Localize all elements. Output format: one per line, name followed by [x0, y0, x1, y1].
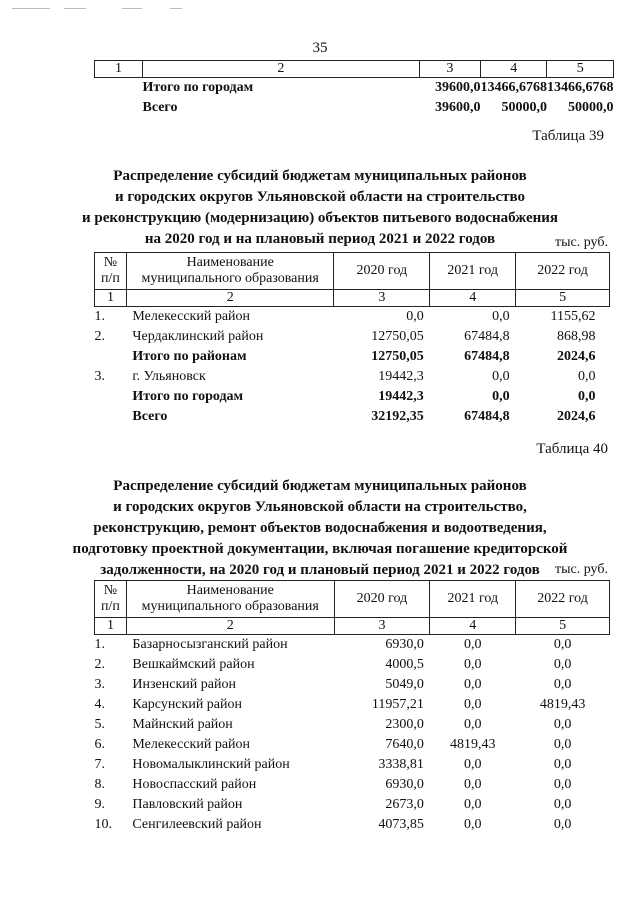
- table-row: [95, 775, 610, 795]
- table-row: [95, 327, 610, 347]
- cell-2022: 50000,0: [568, 100, 614, 115]
- table-row: [95, 98, 614, 118]
- cell-2020: 12750,05: [371, 349, 424, 364]
- row-num: 2.: [94, 329, 105, 344]
- header-2020: 2020 год: [334, 581, 430, 618]
- col-number: 5: [547, 61, 614, 78]
- cell-2021: 13466,6768: [480, 80, 547, 95]
- col-number: 3: [334, 618, 430, 635]
- cell-2021: 50000,0: [501, 100, 547, 115]
- header-num: № п/п: [95, 581, 127, 618]
- table-row: [95, 735, 610, 755]
- table-39-col-numbers: [95, 290, 610, 307]
- table-40-header: [95, 581, 610, 618]
- row-name: Новомалыклинский район: [132, 757, 290, 772]
- cell-2022: 0,0: [553, 637, 572, 652]
- row-num: 4.: [94, 697, 105, 712]
- col-number: 5: [516, 618, 610, 635]
- col-number: 4: [480, 61, 547, 78]
- row-name: Всего: [132, 409, 168, 424]
- col-number: 4: [430, 618, 516, 635]
- title-line: Распределение субсидий бюджетам муниципальных районов: [113, 168, 527, 184]
- cell-2022: 0,0: [553, 817, 572, 832]
- table-row: [95, 695, 610, 715]
- cell-2022: 0,0: [553, 677, 572, 692]
- cell-2021: 0,0: [464, 757, 482, 772]
- header-name: Наименование муниципального образования: [126, 581, 334, 618]
- table-row: [95, 307, 610, 328]
- table-row: [95, 755, 610, 775]
- top-table: [94, 60, 614, 118]
- table-40-label: Таблица 40: [536, 441, 608, 457]
- col-number: 2: [126, 618, 334, 635]
- cell-2021: 0,0: [464, 817, 482, 832]
- cell-2020: 11957,21: [371, 697, 424, 712]
- header-2022: 2022 год: [516, 581, 610, 618]
- row-num: 9.: [94, 797, 105, 812]
- col-number: 2: [143, 61, 420, 78]
- row-num: 6.: [94, 737, 105, 752]
- cell-2022: 13466,6768: [547, 80, 614, 95]
- row-name: Всего: [142, 100, 178, 115]
- table-39: [94, 252, 610, 427]
- table-row: [95, 635, 610, 656]
- col-number: 3: [419, 61, 480, 78]
- page-number: 35: [312, 40, 328, 56]
- cell-2022: 0,0: [553, 777, 572, 792]
- title-line: задолженности, на 2020 год и плановый период 2021 и 2022 годов: [100, 562, 540, 578]
- table-39-header: [95, 253, 610, 290]
- table-row: [95, 407, 610, 427]
- table-39-title: [0, 166, 640, 250]
- table-row: [95, 655, 610, 675]
- cell-2020: 12750,05: [371, 329, 424, 344]
- col-number: 1: [95, 61, 143, 78]
- cell-2020: 0,0: [406, 309, 424, 324]
- row-num: [95, 407, 127, 427]
- table-row: [95, 815, 610, 835]
- cell-2021: 0,0: [464, 677, 482, 692]
- row-num: 1.: [94, 309, 105, 324]
- scan-artifact: [170, 8, 182, 9]
- row-name: Карсунский район: [132, 697, 243, 712]
- cell-2021: 0,0: [492, 369, 510, 384]
- row-name: Итого по городам: [132, 389, 244, 404]
- cell-2021: 0,0: [492, 389, 510, 404]
- row-name: Майнский район: [132, 717, 233, 732]
- cell-2020: 2300,0: [385, 717, 424, 732]
- title-line: и городских округов Ульяновской области на строительство: [115, 189, 525, 205]
- table-40-col-numbers: [95, 618, 610, 635]
- title-line: Распределение субсидий бюджетам муниципальных районов: [113, 478, 527, 494]
- row-name: Инзенский район: [132, 677, 236, 692]
- table-row: [95, 367, 610, 387]
- header-2021: 2021 год: [430, 581, 516, 618]
- col-number: 1: [95, 618, 127, 635]
- header-name: Наименование муниципального образования: [126, 253, 334, 290]
- row-name: Мелекесский район: [132, 737, 251, 752]
- cell-2021: 67484,8: [464, 349, 510, 364]
- col-number: 1: [95, 290, 127, 307]
- cell-2020: 39600,0: [434, 80, 481, 95]
- row-name: Сенгилеевский район: [132, 817, 262, 832]
- cell-2020: 2673,0: [385, 797, 424, 812]
- cell-2020: 19442,3: [378, 389, 424, 404]
- table-39-label: Таблица 39: [532, 128, 604, 144]
- table-row: [95, 347, 610, 367]
- title-line: и городских округов Ульяновской области на строительство,: [113, 499, 527, 515]
- cell-2022: 0,0: [553, 737, 572, 752]
- title-line: на 2020 год и на плановый период 2021 и 2022 годов: [144, 231, 496, 247]
- table-row: [95, 387, 610, 407]
- row-num: 5.: [94, 717, 105, 732]
- cell-2022: 0,0: [553, 717, 572, 732]
- table-row: [95, 675, 610, 695]
- col-number: 4: [430, 290, 516, 307]
- cell-2022: 0,0: [578, 369, 596, 384]
- row-name: г. Ульяновск: [132, 369, 206, 384]
- scan-artifact: [64, 8, 86, 9]
- scan-artifact: [12, 8, 50, 9]
- table-row: [95, 715, 610, 735]
- cell-2021: 67484,8: [464, 409, 510, 424]
- cell-2020: 32192,35: [371, 409, 424, 424]
- cell-2020: 3338,81: [378, 757, 424, 772]
- cell-2020: 6930,0: [385, 637, 424, 652]
- cell-2022: 868,98: [557, 329, 596, 344]
- cell-2020: 5049,0: [385, 677, 424, 692]
- row-num: [95, 387, 127, 407]
- cell-2021: 0,0: [464, 697, 482, 712]
- cell-2020: 4000,5: [385, 657, 424, 672]
- row-num: 3.: [94, 369, 105, 384]
- header-2021: 2021 год: [430, 253, 516, 290]
- title-line: и реконструкцию (модернизацию) объектов питьевого водоснабжения: [81, 210, 558, 226]
- cell-2020: 6930,0: [385, 777, 424, 792]
- row-name: Чердаклинский район: [132, 329, 264, 344]
- row-name: Новоспасский район: [132, 777, 257, 792]
- row-name: Мелекесский район: [132, 309, 251, 324]
- cell-2022: 0,0: [578, 389, 596, 404]
- cell-2021: 67484,8: [464, 329, 510, 344]
- row-num: 2.: [94, 657, 105, 672]
- table-40-title: [0, 476, 640, 581]
- top-table-col-numbers: [95, 61, 614, 78]
- table-40-unit: тыс. руб.: [555, 562, 608, 577]
- cell-2022: 0,0: [553, 757, 572, 772]
- col-number: 2: [126, 290, 334, 307]
- row-name: Итого по городам: [142, 80, 254, 95]
- cell-2021: 0,0: [464, 777, 482, 792]
- cell-2021: 0,0: [464, 637, 482, 652]
- cell-2022: 0,0: [553, 797, 572, 812]
- row-num: 10.: [94, 817, 112, 832]
- row-name: Павловский район: [132, 797, 243, 812]
- col-number: 5: [516, 290, 610, 307]
- header-2020: 2020 год: [334, 253, 430, 290]
- cell-2022: 2024,6: [557, 349, 596, 364]
- col-number: 3: [334, 290, 430, 307]
- cell-2020: 39600,0: [434, 100, 481, 115]
- title-line: подготовку проектной документации, включая погашение кредиторской: [72, 541, 568, 557]
- cell-2021: 0,0: [464, 657, 482, 672]
- cell-2020: 19442,3: [378, 369, 424, 384]
- row-num: 8.: [94, 777, 105, 792]
- row-name: Базарносызганский район: [132, 637, 288, 652]
- cell-2021: 0,0: [464, 797, 482, 812]
- row-name: Итого по районам: [132, 349, 247, 364]
- cell-2020: 7640,0: [385, 737, 424, 752]
- cell-2021: 0,0: [492, 309, 510, 324]
- header-2022: 2022 год: [516, 253, 610, 290]
- cell-2022: 4819,43: [539, 697, 586, 712]
- cell-2020: 4073,85: [378, 817, 424, 832]
- row-name: Вешкаймский район: [132, 657, 255, 672]
- row-num: 3.: [94, 677, 105, 692]
- table-row: [95, 78, 614, 99]
- row-num: 7.: [94, 757, 105, 772]
- scan-artifact: [122, 8, 142, 9]
- cell-2022: 0,0: [553, 657, 572, 672]
- row-num: 1.: [94, 637, 105, 652]
- table-40: [94, 580, 610, 835]
- table-row: [95, 795, 610, 815]
- title-line: реконструкцию, ремонт объектов водоснабжения и водоотведения,: [93, 520, 547, 536]
- cell-2021: 0,0: [464, 717, 482, 732]
- cell-2022: 1155,62: [550, 309, 596, 324]
- row-num: [95, 347, 127, 367]
- cell-2022: 2024,6: [557, 409, 596, 424]
- table-39-unit: тыс. руб.: [555, 235, 608, 250]
- header-num: № п/п: [95, 253, 127, 290]
- cell-2021: 4819,43: [450, 737, 496, 752]
